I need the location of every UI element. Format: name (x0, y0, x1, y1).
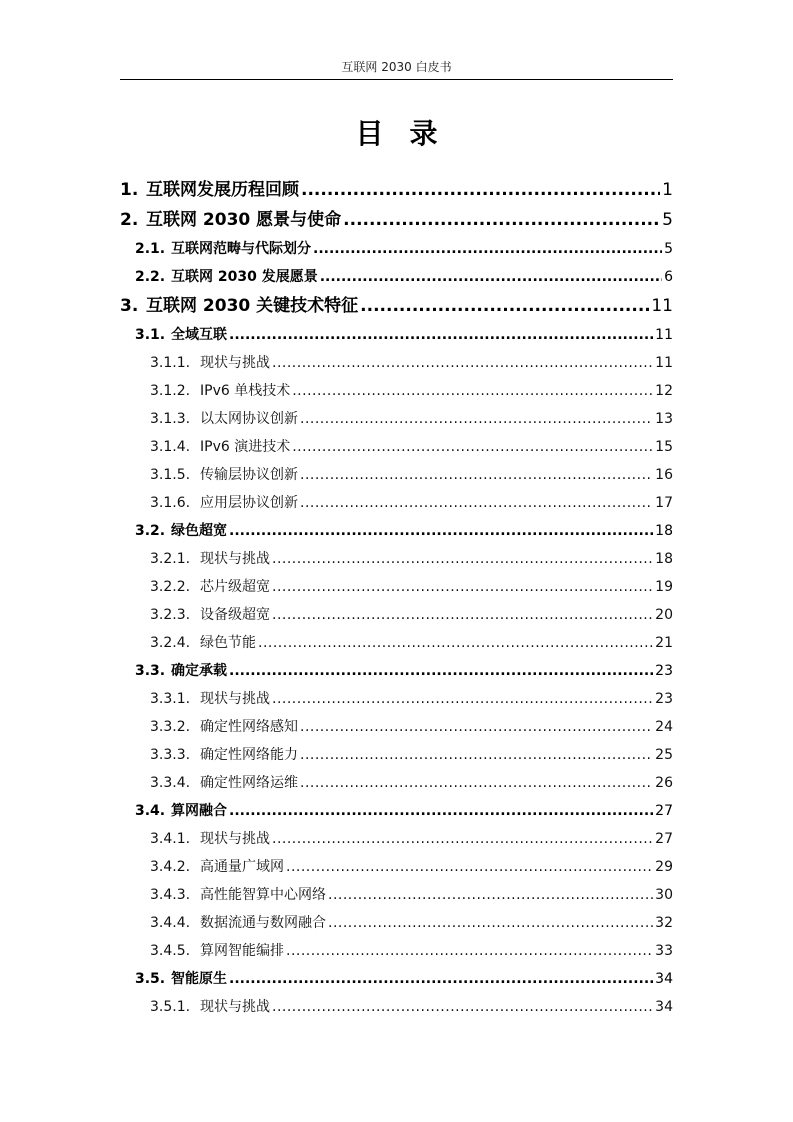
toc-entry-number: 2. (120, 210, 139, 230)
toc-leader-dots (328, 909, 653, 937)
toc-entry-number: 3.2.3. (150, 607, 191, 623)
toc-leader-dots (272, 349, 653, 377)
toc-leader-dots (272, 685, 653, 713)
toc-entry-number: 3.4.4. (150, 915, 191, 931)
toc-entry-number: 2.2. (135, 269, 166, 285)
toc-entry-page: 17 (655, 495, 673, 511)
toc-entry-page: 32 (655, 915, 673, 931)
toc-leader-dots (272, 825, 653, 853)
toc-entry[interactable] (120, 545, 673, 573)
toc-leader-dots (300, 461, 653, 489)
toc-entry-number: 3.2.2. (150, 579, 191, 595)
toc-entry-page: 5 (662, 210, 673, 230)
toc-entry-title: 设备级超宽 (200, 607, 270, 623)
toc-entry[interactable] (120, 517, 673, 545)
toc-entry-page: 16 (655, 467, 673, 483)
toc-entry-title: 互联网 2030 关键技术特征 (146, 296, 359, 316)
toc-entry[interactable] (120, 965, 673, 993)
toc-leader-dots (360, 291, 649, 321)
toc-entry-number: 3. (120, 296, 139, 316)
toc-leader-dots (300, 405, 653, 433)
toc-entry-page: 18 (655, 551, 673, 567)
toc-entry[interactable] (120, 601, 673, 629)
header-rule (120, 79, 673, 80)
toc-entry[interactable] (120, 825, 673, 853)
toc-entry-page: 1 (662, 180, 673, 200)
toc-entry-number: 3.5. (135, 971, 166, 987)
toc-leader-dots (258, 629, 653, 657)
toc-entry-number: 3.4.3. (150, 887, 191, 903)
toc-entry-page: 15 (655, 439, 673, 455)
toc-entry-title: 互联网发展历程回顾 (146, 180, 299, 200)
toc-entry-page: 27 (655, 803, 673, 819)
toc-leader-dots (272, 545, 653, 573)
toc-entry[interactable] (120, 657, 673, 685)
toc-entry[interactable] (120, 349, 673, 377)
toc-entry-page: 34 (655, 971, 673, 987)
toc-entry-title: IPv6 单栈技术 (200, 383, 291, 399)
toc-entry-title: 现状与挑战 (200, 691, 270, 707)
toc-entry-number: 2.1. (135, 241, 166, 257)
toc-entry-number: 3.1.5. (150, 467, 191, 483)
toc-leader-dots (229, 517, 653, 545)
toc-entry-title: 互联网 2030 愿景与使命 (146, 210, 342, 230)
toc-leader-dots (286, 853, 653, 881)
toc-entry[interactable] (120, 433, 673, 461)
toc-leader-dots (272, 601, 653, 629)
toc-entry-title: 传输层协议创新 (200, 467, 298, 483)
page-header: 互联网 2030 白皮书 (341, 60, 452, 74)
toc-entry[interactable] (120, 377, 673, 405)
toc-entry-title: 确定性网络运维 (200, 775, 298, 791)
toc-leader-dots (301, 175, 660, 205)
toc-entry[interactable] (120, 853, 673, 881)
toc-entry-title: 算网智能编排 (200, 943, 284, 959)
toc-entry-page: 27 (655, 831, 673, 847)
toc-entry-page: 5 (664, 241, 673, 257)
toc-entry-page: 11 (655, 355, 673, 371)
toc-entry-page: 19 (655, 579, 673, 595)
toc-entry-title: 确定承载 (171, 663, 227, 679)
toc-entry-number: 3.1.3. (150, 411, 191, 427)
toc-entry-title: 确定性网络能力 (200, 747, 298, 763)
toc-leader-dots (229, 657, 653, 685)
table-of-contents (120, 175, 673, 1021)
toc-entry-title: 确定性网络感知 (200, 719, 298, 735)
toc-entry-page: 33 (655, 943, 673, 959)
page-title: 目录 (355, 117, 464, 150)
toc-entry[interactable] (120, 175, 673, 205)
toc-entry-title: IPv6 演进技术 (200, 439, 291, 455)
toc-entry-number: 3.1.1. (150, 355, 191, 371)
toc-entry[interactable] (120, 263, 673, 291)
toc-leader-dots (328, 881, 653, 909)
toc-entry-number: 3.1.2. (150, 383, 191, 399)
toc-entry-title: 绿色超宽 (171, 523, 227, 539)
toc-entry-title: 现状与挑战 (200, 355, 270, 371)
toc-leader-dots (292, 433, 653, 461)
toc-entry[interactable] (120, 797, 673, 825)
toc-entry-title: 现状与挑战 (200, 551, 270, 567)
toc-entry-number: 3.2.4. (150, 635, 191, 651)
toc-leader-dots (286, 937, 653, 965)
toc-entry-number: 3.1.4. (150, 439, 191, 455)
toc-entry-page: 34 (655, 999, 673, 1015)
toc-leader-dots (272, 573, 653, 601)
toc-entry-page: 13 (655, 411, 673, 427)
toc-entry-number: 3.3.1. (150, 691, 191, 707)
toc-entry-page: 25 (655, 747, 673, 763)
toc-entry[interactable] (120, 685, 673, 713)
toc-entry-number: 3.5.1. (150, 999, 191, 1015)
toc-leader-dots (320, 263, 662, 291)
toc-entry-number: 3.4.2. (150, 859, 191, 875)
toc-entry-page: 21 (655, 635, 673, 651)
toc-leader-dots (229, 321, 653, 349)
toc-entry-title: 互联网范畴与代际划分 (171, 241, 311, 257)
toc-entry[interactable] (120, 909, 673, 937)
toc-entry-title: 高性能智算中心网络 (200, 887, 326, 903)
toc-entry-page: 29 (655, 859, 673, 875)
toc-leader-dots (300, 489, 653, 517)
toc-leader-dots (292, 377, 653, 405)
toc-entry-number: 3.4.5. (150, 943, 191, 959)
toc-entry-page: 20 (655, 607, 673, 623)
toc-entry-number: 3.2.1. (150, 551, 191, 567)
toc-entry-number: 3.4. (135, 803, 166, 819)
toc-entry-title: 现状与挑战 (200, 999, 270, 1015)
toc-entry-title: 现状与挑战 (200, 831, 270, 847)
toc-entry-number: 3.3.3. (150, 747, 191, 763)
toc-entry[interactable] (120, 881, 673, 909)
toc-leader-dots (300, 713, 653, 741)
toc-entry-title: 数据流通与数网融合 (200, 915, 326, 931)
toc-entry[interactable] (120, 741, 673, 769)
toc-entry-number: 3.1. (135, 327, 166, 343)
toc-entry[interactable] (120, 769, 673, 797)
toc-entry-title: 高通量广域网 (200, 859, 284, 875)
toc-leader-dots (343, 205, 660, 235)
toc-entry[interactable] (120, 235, 673, 263)
toc-entry-page: 11 (651, 296, 673, 316)
toc-leader-dots (229, 797, 653, 825)
toc-entry[interactable] (120, 573, 673, 601)
toc-entry-number: 3.1.6. (150, 495, 191, 511)
toc-entry[interactable] (120, 629, 673, 657)
toc-entry-number: 3.2. (135, 523, 166, 539)
toc-entry-title: 以太网协议创新 (200, 411, 298, 427)
toc-entry[interactable] (120, 291, 673, 321)
toc-leader-dots (272, 993, 653, 1021)
toc-entry[interactable] (120, 489, 673, 517)
toc-entry-page: 26 (655, 775, 673, 791)
toc-entry-number: 3.4.1. (150, 831, 191, 847)
toc-leader-dots (229, 965, 653, 993)
toc-entry[interactable] (120, 993, 673, 1021)
toc-entry-number: 1. (120, 180, 139, 200)
toc-entry-page: 24 (655, 719, 673, 735)
toc-entry-title: 应用层协议创新 (200, 495, 298, 511)
toc-entry-page: 18 (655, 523, 673, 539)
toc-entry-title: 芯片级超宽 (200, 579, 270, 595)
toc-entry-page: 30 (655, 887, 673, 903)
toc-entry[interactable] (120, 461, 673, 489)
toc-leader-dots (313, 235, 662, 263)
toc-entry-page: 6 (664, 269, 673, 285)
toc-entry[interactable] (120, 405, 673, 433)
toc-leader-dots (300, 769, 653, 797)
toc-entry-title: 算网融合 (171, 803, 227, 819)
toc-entry[interactable] (120, 205, 673, 235)
toc-leader-dots (300, 741, 653, 769)
toc-entry[interactable] (120, 321, 673, 349)
toc-entry-page: 23 (655, 691, 673, 707)
toc-entry-number: 3.3.2. (150, 719, 191, 735)
toc-entry-title: 绿色节能 (200, 635, 256, 651)
toc-entry-title: 互联网 2030 发展愿景 (171, 269, 318, 285)
toc-entry-page: 12 (655, 383, 673, 399)
toc-entry-page: 23 (655, 663, 673, 679)
toc-entry-number: 3.3. (135, 663, 166, 679)
toc-entry[interactable] (120, 937, 673, 965)
toc-entry[interactable] (120, 713, 673, 741)
toc-entry-page: 11 (655, 327, 673, 343)
toc-entry-title: 全域互联 (171, 327, 227, 343)
toc-entry-title: 智能原生 (171, 971, 227, 987)
toc-entry-number: 3.3.4. (150, 775, 191, 791)
